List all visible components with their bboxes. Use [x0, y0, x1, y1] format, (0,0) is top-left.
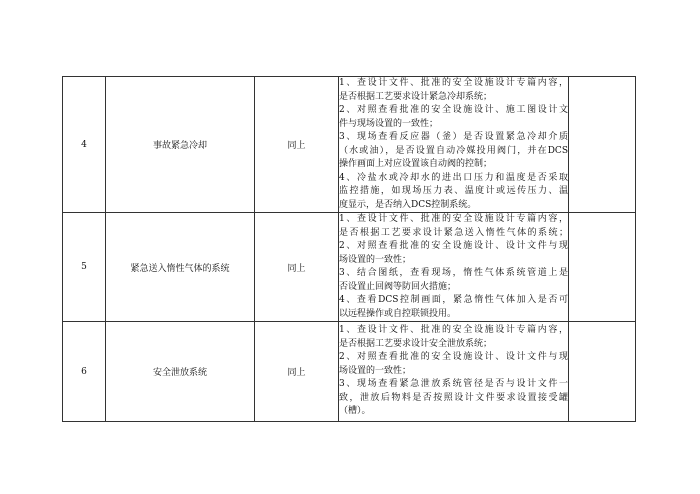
method-line: 3、结合图纸，查看现场，惰性气体系统管道上是 — [339, 268, 568, 278]
check-method — [339, 322, 569, 422]
method-line: 监控措施，如现场压力表、温度计或远传压力、温 — [339, 186, 568, 196]
remark-cell — [569, 213, 636, 322]
method-line: 2、对照查看批准的安全设施设计、设计文件与现 — [339, 241, 568, 251]
method-line: 1、查设计文件、批准的安全设施设计专篇内容， — [339, 214, 568, 224]
check-requirement: 同上 — [255, 77, 339, 213]
method-line: 4、冷盐水或冷却水的进出口压力和温度是否采取 — [339, 172, 568, 183]
method-line: 3、现场查看紧急泄放系统管径是否与设计文件一 — [339, 379, 568, 390]
check-item: 安全泄放系统 — [106, 322, 255, 422]
remark-cell — [569, 77, 636, 213]
method-line: 致，泄放后物料是否按照设计文件要求设置接受罐 — [339, 392, 568, 403]
table-row — [63, 322, 636, 422]
inspection-table — [62, 76, 636, 422]
method-line: 2、对照查看批准的安全设施设计、施工图设计文 — [339, 105, 568, 115]
method-line: 度显示，是否纳入DCS控制系统。 — [339, 199, 477, 210]
method-line: 场设置的一致性； — [339, 365, 412, 376]
method-line: 4、查看DCS控制画面，紧急惰性气体加入是否可 — [339, 295, 568, 305]
method-line: 是否根据工艺要求设计安全泄放系统； — [339, 338, 493, 349]
method-line: 1、查设计文件、批准的安全设施设计专篇内容， — [339, 78, 568, 88]
check-requirement: 同上 — [255, 322, 339, 422]
inspection-table-body — [63, 77, 636, 422]
check-requirement: 同上 — [255, 213, 339, 322]
check-method — [339, 213, 569, 322]
row-number: 5 — [63, 213, 106, 322]
method-line: 场设置的一致性； — [339, 254, 412, 265]
method-line: 操作画面上对应设置该自动阀的控制； — [339, 159, 493, 169]
method-line: 件与现场设置的一致性； — [339, 118, 439, 129]
row-number: 6 — [63, 322, 106, 422]
method-line: 3、现场查看反应器（釜）是否设置紧急冷却介质 — [339, 132, 568, 142]
row-number: 4 — [63, 77, 106, 213]
method-line: 否设置止回阀等防回火措施； — [339, 281, 457, 292]
method-line: 是否根据工艺要求设计紧急冷却系统； — [339, 91, 493, 102]
check-item: 紧急送入惰性气体的系统 — [106, 213, 255, 322]
method-line: （槽）。 — [339, 406, 371, 417]
method-line: （水或油），是否设置自动冷媒投用阀门，并在DCS — [339, 145, 568, 156]
table-row — [63, 213, 636, 322]
remark-cell — [569, 322, 636, 422]
table-row — [63, 77, 636, 213]
check-item: 事故紧急冷却 — [106, 77, 255, 213]
method-line: 1、查设计文件、批准的安全设施设计专篇内容， — [339, 325, 568, 336]
method-line: 是否根据工艺要求设计紧急送入惰性气体的系统； — [339, 227, 568, 238]
check-method — [339, 77, 569, 213]
method-line: 2、对照查看批准的安全设施设计、设计文件与现 — [339, 352, 568, 363]
method-line: 以远程操作或自控联锁投用。 — [339, 308, 457, 319]
